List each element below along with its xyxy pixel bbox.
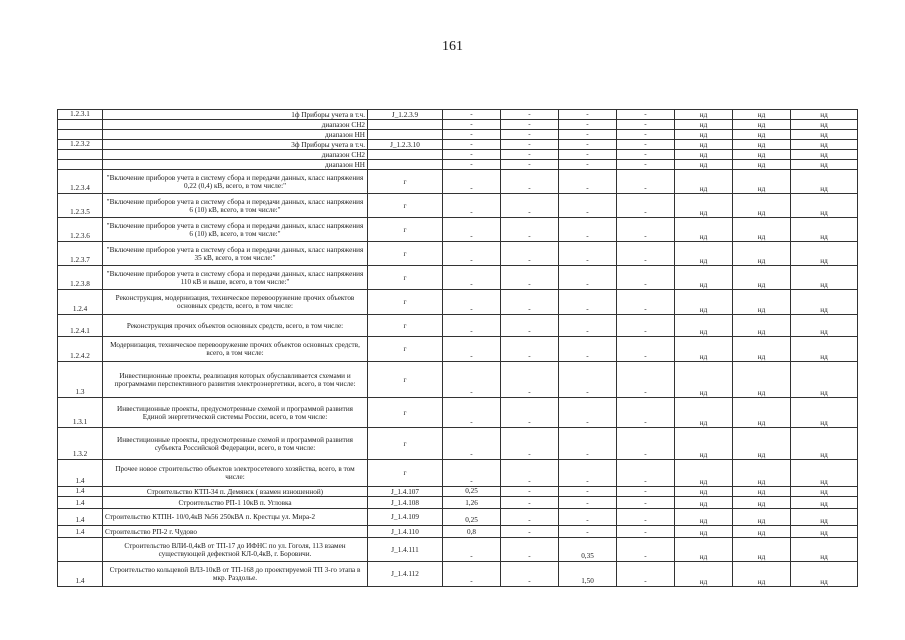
row-no-data: нд	[675, 110, 733, 120]
table-row	[58, 150, 858, 160]
row-value: -	[559, 362, 617, 398]
row-no-data: нд	[791, 497, 858, 509]
row-no-data: нд	[733, 170, 791, 194]
row-value: -	[617, 526, 675, 538]
row-value: -	[501, 362, 559, 398]
row-value: -	[617, 509, 675, 526]
row-no-data: нд	[733, 337, 791, 362]
row-value: -	[443, 562, 501, 587]
row-value: -	[443, 120, 501, 130]
row-name: диапазон НН	[103, 160, 368, 170]
row-no-data: нд	[675, 538, 733, 562]
row-value: -	[617, 562, 675, 587]
row-no-data: нд	[675, 562, 733, 587]
row-no-data: нд	[791, 242, 858, 266]
row-no-data: нд	[733, 398, 791, 428]
row-code	[58, 120, 103, 130]
row-identifier: г	[368, 218, 443, 242]
row-name: Инвестиционные проекты, реализация которых обуславливается схемами и программами перспективного развития электроэнергетики, всего, в том числе:	[103, 362, 368, 398]
row-no-data: нд	[675, 315, 733, 337]
row-no-data: нд	[733, 242, 791, 266]
row-identifier: г	[368, 398, 443, 428]
row-no-data: нд	[791, 315, 858, 337]
row-value: -	[501, 266, 559, 290]
row-value: -	[443, 140, 501, 150]
row-value: -	[559, 315, 617, 337]
row-no-data: нд	[733, 120, 791, 130]
row-name: "Включение приборов учета в систему сбора и передачи данных, класс напряжения 110 кВ и выше, всего, в том числе:"	[103, 266, 368, 290]
row-no-data: нд	[791, 170, 858, 194]
row-value: -	[559, 130, 617, 140]
row-no-data: нд	[675, 487, 733, 497]
row-name: диапазон СН2	[103, 150, 368, 160]
row-code	[58, 160, 103, 170]
row-value: -	[617, 110, 675, 120]
row-no-data: нд	[791, 150, 858, 160]
table-row	[58, 538, 858, 562]
table-row	[58, 242, 858, 266]
table-row	[58, 160, 858, 170]
row-value: -	[443, 337, 501, 362]
table-row	[58, 110, 858, 120]
row-value: -	[443, 130, 501, 140]
row-no-data: нд	[733, 497, 791, 509]
row-no-data: нд	[791, 218, 858, 242]
table-row	[58, 487, 858, 497]
row-value: -	[617, 130, 675, 140]
row-value: -	[501, 194, 559, 218]
row-name: Модернизация, техническое перевооружение прочих объектов основных средств, всего, в том числе:	[103, 337, 368, 362]
row-code	[58, 538, 103, 562]
row-name: диапазон СН2	[103, 120, 368, 130]
row-no-data: нд	[791, 362, 858, 398]
row-name: Строительство КТПН- 10/0,4кВ №56 250кВА п. Крестцы ул. Мира-2	[103, 509, 368, 526]
row-value: -	[501, 398, 559, 428]
row-no-data: нд	[675, 120, 733, 130]
page-number: 161	[442, 39, 463, 54]
row-value: -	[443, 194, 501, 218]
row-no-data: нд	[791, 562, 858, 587]
row-code: 1.2.3.1	[58, 110, 103, 120]
row-value: -	[501, 160, 559, 170]
row-value: -	[443, 110, 501, 120]
row-no-data: нд	[733, 150, 791, 160]
table-row	[58, 428, 858, 460]
row-value: -	[501, 170, 559, 194]
row-code: 1.2.3.7	[58, 242, 103, 266]
row-code: 1.2.4	[58, 290, 103, 315]
row-no-data: нд	[733, 290, 791, 315]
row-value: -	[559, 150, 617, 160]
row-code: 1.3.1	[58, 398, 103, 428]
investment-table	[57, 109, 858, 587]
row-no-data: нд	[791, 140, 858, 150]
table-row	[58, 140, 858, 150]
row-code: 1.4	[58, 509, 103, 526]
row-value: -	[559, 160, 617, 170]
row-value: -	[559, 526, 617, 538]
row-value: -	[501, 497, 559, 509]
row-code: 1.2.3.5	[58, 194, 103, 218]
table-row	[58, 562, 858, 587]
row-no-data: нд	[733, 538, 791, 562]
row-value: -	[501, 120, 559, 130]
row-identifier: г	[368, 194, 443, 218]
row-value: -	[501, 130, 559, 140]
row-value: -	[501, 538, 559, 562]
row-value: 0,25	[443, 509, 501, 526]
row-value: -	[443, 150, 501, 160]
row-no-data: нд	[675, 242, 733, 266]
row-no-data: нд	[675, 362, 733, 398]
row-value: -	[559, 487, 617, 497]
row-no-data: нд	[733, 130, 791, 140]
row-value: -	[501, 140, 559, 150]
row-name: Реконструкция, модернизация, техническое перевооружение прочих объектов основных средств, всего, в том числе:	[103, 290, 368, 315]
row-no-data: нд	[675, 337, 733, 362]
row-no-data: нд	[791, 460, 858, 487]
row-value: 0,35	[559, 538, 617, 562]
row-value: -	[501, 218, 559, 242]
row-value: -	[443, 315, 501, 337]
row-identifier: J_1.4.111	[368, 538, 443, 562]
table-row	[58, 362, 858, 398]
row-value: -	[617, 218, 675, 242]
row-identifier: г	[368, 170, 443, 194]
row-code: 1.2.3.6	[58, 218, 103, 242]
row-no-data: нд	[675, 509, 733, 526]
row-value: -	[617, 428, 675, 460]
row-value: -	[443, 428, 501, 460]
row-identifier: г	[368, 290, 443, 315]
row-no-data: нд	[733, 315, 791, 337]
row-no-data: нд	[675, 170, 733, 194]
row-value: -	[501, 460, 559, 487]
row-value: -	[559, 140, 617, 150]
table-row	[58, 509, 858, 526]
row-no-data: нд	[675, 130, 733, 140]
row-name: "Включение приборов учета в систему сбора и передачи данных, класс напряжения 6 (10) кВ, всего, в том числе:"	[103, 194, 368, 218]
row-code: 1.4	[58, 497, 103, 509]
row-name: Реконструкция прочих объектов основных средств, всего, в том числе:	[103, 315, 368, 337]
row-no-data: нд	[733, 266, 791, 290]
row-name: Прочее новое строительство объектов электросетевого хозяйства, всего, в том числе:	[103, 460, 368, 487]
row-identifier: г	[368, 428, 443, 460]
row-value: -	[501, 428, 559, 460]
row-no-data: нд	[675, 497, 733, 509]
row-name: 3ф Приборы учета в т.ч.	[103, 140, 368, 150]
row-no-data: нд	[791, 538, 858, 562]
row-code: 1.2.3.8	[58, 266, 103, 290]
row-name: 1ф Приборы учета в т.ч.	[103, 110, 368, 120]
row-no-data: нд	[675, 160, 733, 170]
table-row	[58, 460, 858, 487]
row-value: -	[443, 290, 501, 315]
row-identifier	[368, 150, 443, 160]
row-name: "Включение приборов учета в систему сбора и передачи данных, класс напряжения 0,22 (0,4) кВ, всего, в том числе:"	[103, 170, 368, 194]
row-no-data: нд	[791, 487, 858, 497]
row-identifier: J_1.4.112	[368, 562, 443, 587]
row-no-data: нд	[733, 562, 791, 587]
row-identifier: J_1.2.3.10	[368, 140, 443, 150]
table-row	[58, 290, 858, 315]
table-row	[58, 526, 858, 538]
row-value: -	[443, 266, 501, 290]
row-value: -	[617, 150, 675, 160]
row-code: 1.4	[58, 562, 103, 587]
row-no-data: нд	[733, 526, 791, 538]
row-identifier: г	[368, 266, 443, 290]
row-name: "Включение приборов учета в систему сбора и передачи данных, класс напряжения 6 (10) кВ, всего, в том числе:"	[103, 218, 368, 242]
row-name: Строительство КТП-34 п. Демянск ( взамен изношенной)	[103, 487, 368, 497]
row-value: -	[501, 562, 559, 587]
row-value: -	[443, 362, 501, 398]
row-value: -	[617, 266, 675, 290]
row-no-data: нд	[733, 160, 791, 170]
row-value: -	[617, 398, 675, 428]
table-row	[58, 337, 858, 362]
table-row	[58, 120, 858, 130]
row-value: -	[559, 120, 617, 130]
table-row	[58, 266, 858, 290]
row-identifier: J_1.4.109	[368, 509, 443, 526]
row-identifier: г	[368, 362, 443, 398]
row-value: -	[559, 194, 617, 218]
table-row	[58, 170, 858, 194]
table-body	[58, 110, 858, 587]
row-value: -	[559, 497, 617, 509]
row-code: 1.2.3.4	[58, 170, 103, 194]
row-value: -	[501, 487, 559, 497]
row-no-data: нд	[791, 428, 858, 460]
row-name: Строительство кольцевой ВЛЗ-10кВ от ТП-168 до проектируемой ТП 3-го этапа в мкр. Раздолье.	[103, 562, 368, 587]
row-value: -	[443, 170, 501, 194]
row-no-data: нд	[675, 194, 733, 218]
row-identifier: J_1.4.110	[368, 526, 443, 538]
row-no-data: нд	[791, 509, 858, 526]
row-code: 1.2.4.2	[58, 337, 103, 362]
row-no-data: нд	[791, 337, 858, 362]
row-no-data: нд	[675, 266, 733, 290]
row-identifier: J_1.4.107	[368, 487, 443, 497]
row-code: 1.3.2	[58, 428, 103, 460]
row-name: Строительство ВЛИ-0,4кВ от ТП-17 до ИФНС по ул. Гоголя, 113 взамен существующей дефектной КЛ-0,4кВ, г. Боровичи.	[103, 538, 368, 562]
row-value: -	[443, 160, 501, 170]
table-row	[58, 130, 858, 140]
row-value: -	[559, 170, 617, 194]
row-value: -	[617, 290, 675, 315]
row-code	[58, 130, 103, 140]
row-value: -	[559, 290, 617, 315]
row-name: диапазон НН	[103, 130, 368, 140]
row-no-data: нд	[733, 428, 791, 460]
row-value: -	[501, 242, 559, 266]
row-no-data: нд	[675, 460, 733, 487]
row-name: Строительство РП-2 г. Чудово	[103, 526, 368, 538]
row-no-data: нд	[733, 194, 791, 218]
row-identifier: г	[368, 242, 443, 266]
row-no-data: нд	[791, 160, 858, 170]
row-value: -	[559, 110, 617, 120]
row-value: -	[501, 150, 559, 160]
row-code: 1.4	[58, 487, 103, 497]
row-code: 1.2.4.1	[58, 315, 103, 337]
row-value: -	[559, 337, 617, 362]
row-code: 1.4	[58, 460, 103, 487]
row-code	[58, 150, 103, 160]
table-row	[58, 194, 858, 218]
row-identifier: J_1.2.3.9	[368, 110, 443, 120]
row-value: -	[501, 526, 559, 538]
row-identifier	[368, 120, 443, 130]
row-no-data: нд	[791, 266, 858, 290]
table-row	[58, 497, 858, 509]
row-value: -	[559, 428, 617, 460]
row-no-data: нд	[791, 120, 858, 130]
row-value: -	[617, 170, 675, 194]
row-value: -	[617, 120, 675, 130]
row-value: 0,25	[443, 487, 501, 497]
row-value: -	[617, 497, 675, 509]
row-name: Инвестиционные проекты, предусмотренные схемой и программой развития субъекта Российской Федерации, всего, в том числе:	[103, 428, 368, 460]
row-identifier	[368, 160, 443, 170]
row-value: -	[617, 315, 675, 337]
row-no-data: нд	[733, 218, 791, 242]
row-no-data: нд	[733, 460, 791, 487]
row-value: -	[443, 538, 501, 562]
row-no-data: нд	[733, 140, 791, 150]
row-no-data: нд	[675, 290, 733, 315]
row-value: -	[559, 242, 617, 266]
row-no-data: нд	[791, 110, 858, 120]
row-no-data: нд	[675, 140, 733, 150]
row-value: 1,26	[443, 497, 501, 509]
row-identifier: J_1.4.108	[368, 497, 443, 509]
row-value: -	[559, 266, 617, 290]
row-code: 1.3	[58, 362, 103, 398]
row-identifier: г	[368, 460, 443, 487]
row-value: -	[559, 398, 617, 428]
row-name: Инвестиционные проекты, предусмотренные схемой и программой развития Единой энергетической системы России, всего, в том числе:	[103, 398, 368, 428]
row-value: 1,50	[559, 562, 617, 587]
row-value: -	[501, 290, 559, 315]
row-value: -	[617, 538, 675, 562]
row-value: -	[617, 160, 675, 170]
row-code: 1.4	[58, 526, 103, 538]
row-no-data: нд	[791, 290, 858, 315]
row-value: -	[617, 140, 675, 150]
table-row	[58, 398, 858, 428]
row-no-data: нд	[675, 428, 733, 460]
row-value: -	[501, 509, 559, 526]
row-value: -	[559, 460, 617, 487]
row-no-data: нд	[675, 218, 733, 242]
row-value: -	[443, 242, 501, 266]
row-value: -	[501, 315, 559, 337]
row-value: -	[617, 337, 675, 362]
row-no-data: нд	[675, 398, 733, 428]
table-row	[58, 218, 858, 242]
row-identifier: г	[368, 315, 443, 337]
row-value: 0,8	[443, 526, 501, 538]
row-identifier	[368, 130, 443, 140]
row-code: 1.2.3.2	[58, 140, 103, 150]
row-no-data: нд	[675, 526, 733, 538]
row-no-data: нд	[791, 526, 858, 538]
row-no-data: нд	[791, 194, 858, 218]
row-no-data: нд	[675, 150, 733, 160]
row-value: -	[617, 362, 675, 398]
row-value: -	[617, 194, 675, 218]
row-value: -	[443, 398, 501, 428]
row-value: -	[559, 509, 617, 526]
row-no-data: нд	[733, 487, 791, 497]
row-value: -	[501, 337, 559, 362]
row-no-data: нд	[791, 130, 858, 140]
row-value: -	[617, 242, 675, 266]
row-no-data: нд	[733, 362, 791, 398]
row-no-data: нд	[791, 398, 858, 428]
row-no-data: нд	[733, 509, 791, 526]
row-value: -	[559, 218, 617, 242]
row-value: -	[617, 460, 675, 487]
row-value: -	[443, 460, 501, 487]
row-value: -	[443, 218, 501, 242]
row-no-data: нд	[733, 110, 791, 120]
table-row	[58, 315, 858, 337]
row-value: -	[617, 487, 675, 497]
row-identifier: г	[368, 337, 443, 362]
row-value: -	[501, 110, 559, 120]
row-name: "Включение приборов учета в систему сбора и передачи данных, класс напряжения 35 кВ, всего, в том числе:"	[103, 242, 368, 266]
row-name: Строительство РП-1 10кВ п. Угловка	[103, 497, 368, 509]
